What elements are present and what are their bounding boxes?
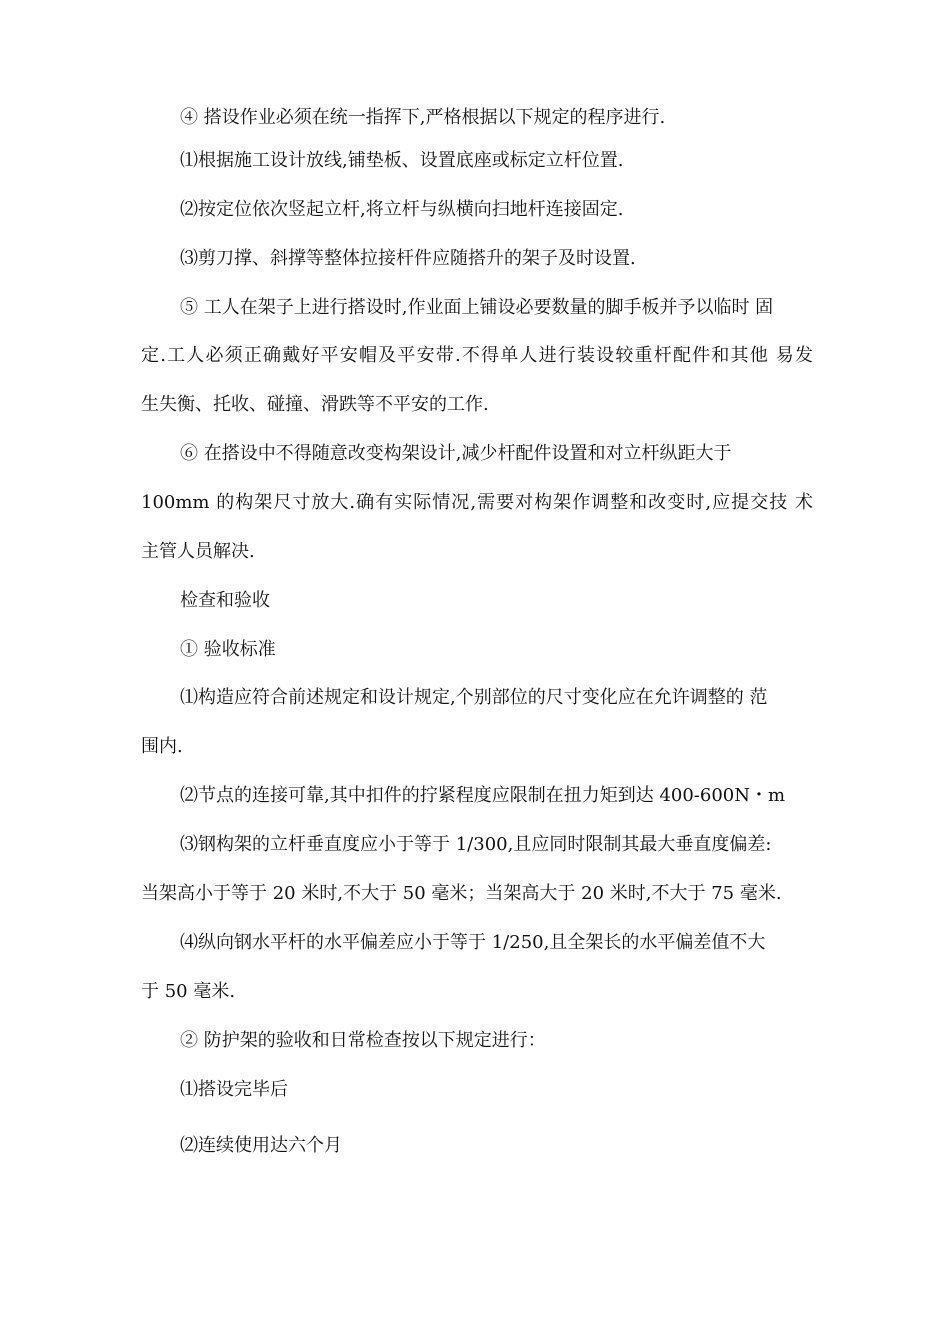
standard-4-line-1: ⑷纵向钢水平杆的水平偏差应小于等于 1/250,且全架长的水平偏差值不大 [180,932,766,953]
step-6-line-1: ⑥ 在搭设中不得随意改变构架设计,减少杆配件设置和对立杆纵距大于 [180,443,732,464]
inspection-rules-heading: ② 防护架的验收和日常检查按以下规定进行： [180,1030,546,1051]
standard-2: ⑵节点的连接可靠,其中扣件的拧紧程度应限制在扭力矩到达 400-600N・m [180,785,786,806]
acceptance-standard-heading: ① 验收标准 [180,639,276,660]
standard-1-line-2: 围内. [141,736,183,757]
standard-4-line-2: 于 50 毫米. [141,981,236,1002]
standard-3-line-2: 当架高小于等于 20 米时,不大于 50 毫米；当架高大于 20 米时,不大于 75 毫米. [141,883,782,904]
step-6-line-3: 主管人员解决. [141,541,255,562]
section-heading-inspection: 检查和验收 [180,590,270,611]
inspection-item-1: ⑴搭设完毕后 [180,1079,288,1100]
step-5-line-3: 生失衡、托收、碰撞、滑跌等不平安的工作. [141,394,489,415]
step-4-item-3: ⑶剪刀撑、斜撑等整体拉接杆件应随搭升的架子及时设置. [180,248,636,269]
inspection-item-2: ⑵连续使用达六个月 [180,1135,342,1156]
step-5-line-2: 定.工人必须正确戴好平安帽及平安带.不得单人进行装设较重杆配件和其他 易发 [141,345,813,366]
step-4-item-2: ⑵按定位依次竖起立杆,将立杆与纵横向扫地杆连接固定. [180,199,624,220]
step-5-line-1: ⑤ 工人在架子上进行搭设时,作业面上铺设必要数量的脚手板并予以临时 固 [180,297,774,318]
standard-1-line-1: ⑴构造应符合前述规定和设计规定,个别部位的尺寸变化应在允许调整的 范 [180,687,768,708]
standard-3-line-1: ⑶钢构架的立杆垂直度应小于等于 1/300,且应同时限制其最大垂直度偏差: [180,834,772,855]
step-4-heading: ④ 搭设作业必须在统一指挥下,严格根据以下规定的程序进行. [180,107,666,128]
step-4-item-1: ⑴根据施工设计放线,铺垫板、设置底座或标定立杆位置. [180,150,624,171]
step-6-line-2: 100mm 的构架尺寸放大.确有实际情况,需要对构架作调整和改变时,应提交技 术 [141,492,813,513]
